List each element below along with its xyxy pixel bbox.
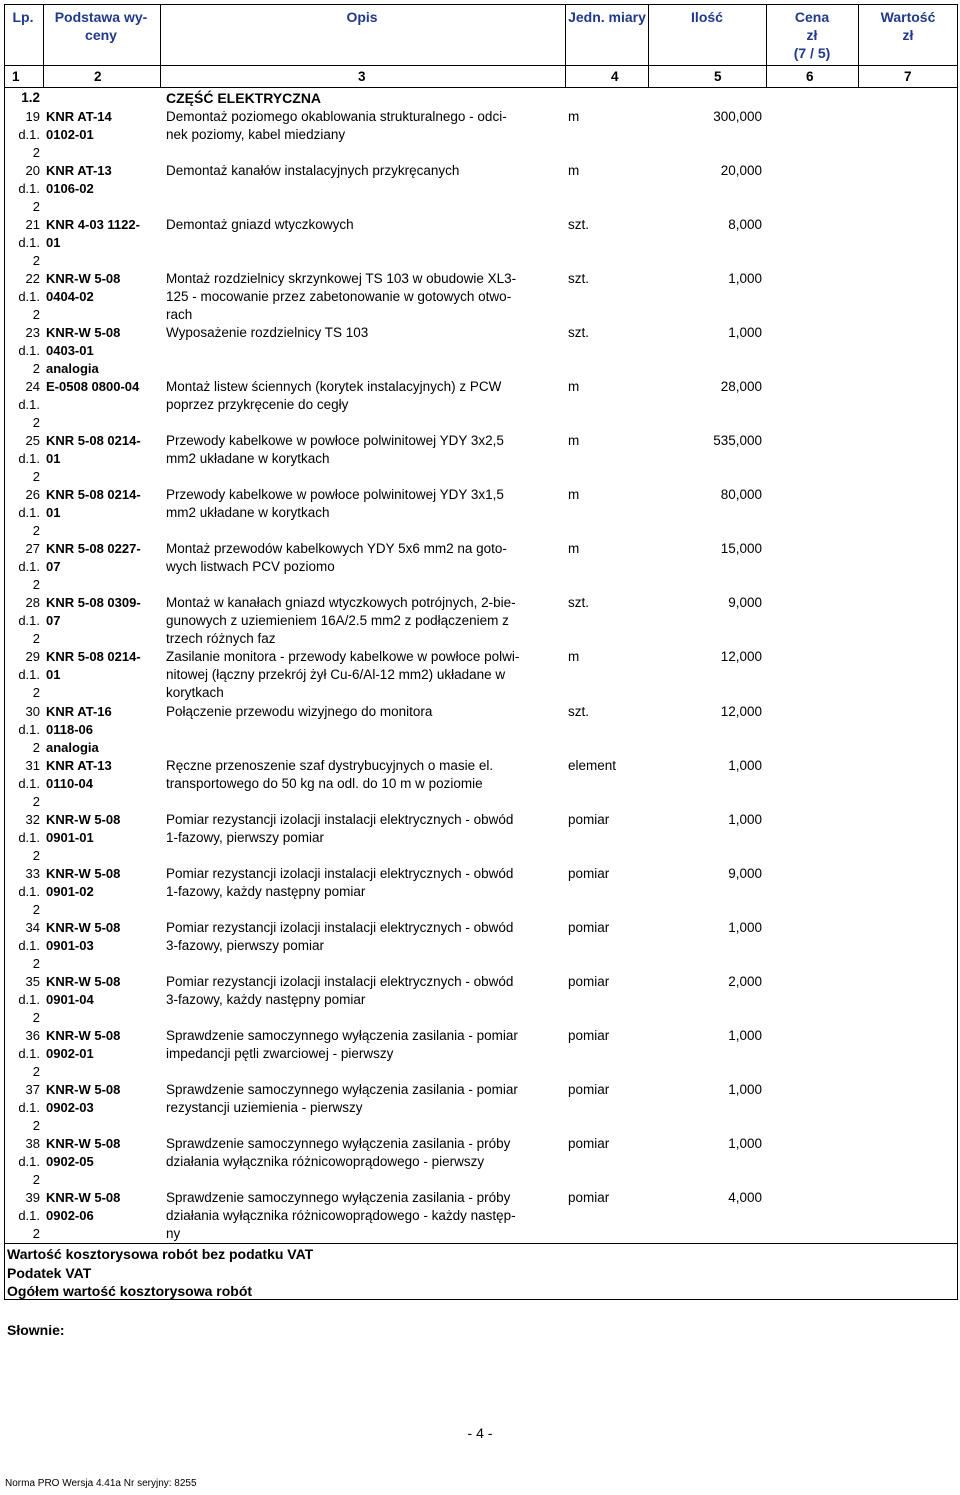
row-opis-line: Zasilanie monitora - przewody kabelkowe w powłoce polwi- (166, 649, 520, 664)
row-ilosc: 15,000 (720, 541, 762, 556)
row-lp-line: d.1. (18, 451, 40, 466)
row-lp-line: 38 (25, 1136, 40, 1151)
row-ilosc: 1,000 (728, 1136, 762, 1151)
row-lp-line: 27 (25, 541, 40, 556)
row-opis-line: Przewody kabelkowe w powłoce polwinitowej YDY 3x1,5 (166, 487, 504, 502)
row-opis-line: gunowych z uziemieniem 16A/2.5 mm2 z podłączeniem z (166, 613, 509, 628)
row-lp-line: d.1. (18, 884, 40, 899)
row-ilosc: 9,000 (728, 866, 762, 881)
header-podstawa-line2: ceny (85, 27, 117, 43)
row-ilosc: 1,000 (728, 1028, 762, 1043)
header-podstawa-line1: Podstawa wy- (54, 9, 148, 25)
row-ilosc: 12,000 (720, 704, 762, 719)
row-lp-line: 22 (25, 271, 40, 286)
row-ilosc: 28,000 (720, 379, 762, 394)
grid-col-ilosc (766, 4, 767, 88)
row-ilosc: 20,000 (720, 163, 762, 178)
row-opis-line: korytkach (166, 685, 224, 700)
row-opis-line: działania wyłącznika różnicowoprądowego - pierwszy (166, 1154, 485, 1169)
row-kod-line: 01 (46, 667, 61, 682)
row-lp-line: 2 (32, 794, 40, 809)
row-jm: m (568, 109, 580, 124)
row-kod-line: 0102-01 (46, 127, 94, 142)
row-kod-line: KNR 4-03 1122- (46, 217, 140, 232)
row-opis-line: nek poziomy, kabel miedziany (166, 127, 346, 142)
header-ilosc: Ilość (691, 9, 723, 25)
row-lp-line: 2 (32, 1010, 40, 1025)
grid-col-cena (858, 4, 859, 88)
grid-line-body-bottom (4, 1243, 958, 1244)
header-wartosc-line1: Wartość (880, 9, 936, 25)
row-jm: m (568, 163, 580, 178)
row-opis-line: 1-fazowy, każdy następny pomiar (166, 884, 366, 899)
row-lp-line: 32 (25, 812, 40, 827)
row-kod-line: KNR AT-13 (46, 163, 112, 178)
row-opis-line: Ręczne przenoszenie szaf dystrybucyjnych o masie el. (166, 758, 494, 773)
row-lp-line: d.1. (18, 1046, 40, 1061)
row-opis-line: impedancji pętli zwarciowej - pierwszy (166, 1046, 394, 1061)
row-jm: pomiar (568, 1082, 610, 1097)
row-lp-line: 2 (32, 956, 40, 971)
row-jm: szt. (568, 595, 590, 610)
row-lp-line: d.1. (18, 992, 40, 1007)
row-lp-line: 30 (25, 704, 40, 719)
row-kod-line: analogia (46, 361, 99, 376)
row-lp-line: 37 (25, 1082, 40, 1097)
row-opis-line: Sprawdzenie samoczynnego wyłączenia zasilania - próby (166, 1136, 511, 1151)
row-opis-line: Pomiar rezystancji izolacji instalacji elektrycznych - obwód (166, 920, 514, 935)
row-lp-line: 2 (32, 199, 40, 214)
row-lp-line: 21 (25, 217, 40, 232)
row-opis-line: Demontaż poziomego okablowania strukturalnego - odci- (166, 109, 507, 124)
row-opis-line: Montaż rozdzielnicy skrzynkowej TS 103 w obudowie XL3- (166, 271, 517, 286)
row-opis-line: Pomiar rezystancji izolacji instalacji elektrycznych - obwód (166, 974, 514, 989)
row-ilosc: 300,000 (713, 109, 762, 124)
row-lp-line: 23 (25, 325, 40, 340)
row-kod-line: 0404-02 (46, 289, 94, 304)
row-kod-line: 0902-01 (46, 1046, 94, 1061)
row-kod-line: KNR-W 5-08 (46, 271, 121, 286)
row-opis-line: Przewody kabelkowe w powłoce polwinitowej YDY 3x2,5 (166, 433, 504, 448)
row-kod-line: 0902-05 (46, 1154, 94, 1169)
row-jm: pomiar (568, 920, 610, 935)
row-jm: szt. (568, 271, 590, 286)
row-lp-line: 35 (25, 974, 40, 989)
row-opis-line: mm2 układane w korytkach (166, 451, 330, 466)
row-kod-line: 0901-04 (46, 992, 94, 1007)
row-lp-line: 2 (32, 307, 40, 322)
grid-line-left (4, 4, 5, 1300)
row-ilosc: 8,000 (728, 217, 762, 232)
row-jm: pomiar (568, 812, 610, 827)
row-kod-line: 07 (46, 559, 61, 574)
row-kod-line: KNR 5-08 0227- (46, 541, 141, 556)
row-lp-line: d.1. (18, 559, 40, 574)
row-kod-line: KNR-W 5-08 (46, 1190, 121, 1205)
row-kod-line: 0106-02 (46, 181, 94, 196)
summary-net: Wartość kosztorysowa robót bez podatku VAT (7, 1246, 314, 1262)
grid-line-header-bottom (4, 65, 958, 66)
row-lp-line: d.1. (18, 127, 40, 142)
row-lp-line: 2 (32, 631, 40, 646)
grid-col-lp (43, 4, 44, 88)
row-lp-line: d.1. (18, 1154, 40, 1169)
grid-col-jm (648, 4, 649, 88)
row-lp-line: d.1. (18, 505, 40, 520)
row-jm: pomiar (568, 1028, 610, 1043)
row-opis-line: Montaż przewodów kabelkowych YDY 5x6 mm2 na goto- (166, 541, 507, 556)
row-opis-line: wych listwach PCV poziomo (166, 559, 335, 574)
row-lp-line: d.1. (18, 613, 40, 628)
row-opis-line: nitowej (łączny przekrój żył Cu-6/Al-12 mm2) układane w (166, 667, 506, 682)
row-lp-line: 29 (25, 649, 40, 664)
header-opis: Opis (346, 9, 378, 25)
row-lp-line: d.1. (18, 1100, 40, 1115)
row-jm: element (568, 758, 617, 773)
row-lp-line: 2 (32, 361, 40, 376)
row-ilosc: 1,000 (728, 271, 762, 286)
row-jm: pomiar (568, 866, 610, 881)
col-number-5: 5 (714, 69, 722, 84)
col-number-6: 6 (806, 69, 814, 84)
row-lp-line: 39 (25, 1190, 40, 1205)
row-kod-line: KNR-W 5-08 (46, 866, 121, 881)
row-lp-line: d.1. (18, 343, 40, 358)
row-kod-line: 0902-06 (46, 1208, 94, 1223)
row-jm: m (568, 379, 580, 394)
row-opis-line: Demontaż gniazd wtyczkowych (166, 217, 354, 232)
row-opis-line: Demontaż kanałów instalacyjnych przykręcanych (166, 163, 460, 178)
slownie-label: Słownie: (7, 1322, 65, 1338)
row-opis-line: 3-fazowy, pierwszy pomiar (166, 938, 325, 953)
row-kod-line: 0901-02 (46, 884, 94, 899)
page-number: - 4 - (467, 1425, 493, 1441)
row-lp-line: 2 (32, 1172, 40, 1187)
footer-software: Norma PRO Wersja 4.41a Nr seryjny: 8255 (5, 1478, 197, 1489)
grid-line-top (4, 4, 958, 5)
row-ilosc: 1,000 (728, 812, 762, 827)
row-kod-line: KNR-W 5-08 (46, 1082, 121, 1097)
grid-line-bottom (4, 1299, 958, 1300)
row-kod-line: 07 (46, 613, 61, 628)
row-ilosc: 4,000 (728, 1190, 762, 1205)
row-kod-line: KNR-W 5-08 (46, 1028, 121, 1043)
row-opis-line: rezystancji uziemienia - pierwszy (166, 1100, 363, 1115)
row-lp-line: 20 (25, 163, 40, 178)
row-lp-line: d.1. (18, 235, 40, 250)
section-lp: 1.2 (21, 90, 40, 105)
header-cena-line3: (7 / 5) (793, 45, 831, 61)
row-opis-line: 1-fazowy, pierwszy pomiar (166, 830, 325, 845)
row-lp-line: 19 (25, 109, 40, 124)
row-lp-line: 26 (25, 487, 40, 502)
row-kod-line: 01 (46, 505, 61, 520)
row-lp-line: 2 (32, 469, 40, 484)
row-lp-line: 34 (25, 920, 40, 935)
row-kod-line: KNR AT-14 (46, 109, 112, 124)
row-jm: pomiar (568, 974, 610, 989)
row-lp-line: 2 (32, 902, 40, 917)
row-opis-line: 125 - mocowanie przez zabetonowanie w gotowych otwo- (166, 289, 512, 304)
row-kod-line: KNR 5-08 0214- (46, 649, 141, 664)
row-kod-line: KNR AT-13 (46, 758, 112, 773)
row-jm: szt. (568, 217, 590, 232)
row-jm: m (568, 649, 580, 664)
row-opis-line: Sprawdzenie samoczynnego wyłączenia zasilania - próby (166, 1190, 511, 1205)
header-lp: Lp. (12, 9, 34, 25)
row-ilosc: 9,000 (728, 595, 762, 610)
row-kod-line: 0110-04 (46, 776, 93, 791)
row-jm: m (568, 541, 580, 556)
col-number-1: 1 (12, 69, 20, 84)
row-opis-line: Pomiar rezystancji izolacji instalacji elektrycznych - obwód (166, 812, 514, 827)
col-number-7: 7 (904, 69, 912, 84)
row-lp-line: 2 (32, 1118, 40, 1133)
row-lp-line: 2 (32, 253, 40, 268)
row-opis-line: mm2 układane w korytkach (166, 505, 330, 520)
header-wartosc-line2: zł (902, 27, 914, 43)
row-kod-line: KNR AT-16 (46, 704, 112, 719)
row-lp-line: 2 (32, 685, 40, 700)
row-kod-line: KNR 5-08 0214- (46, 487, 141, 502)
row-lp-line: 31 (25, 758, 40, 773)
row-lp-line: 2 (32, 145, 40, 160)
row-lp-line: 24 (25, 379, 40, 394)
header-cena-line2: zł (806, 27, 818, 43)
row-opis-line: ny (166, 1226, 181, 1241)
row-lp-line: 2 (32, 740, 40, 755)
row-ilosc: 1,000 (728, 325, 762, 340)
row-opis-line: Wyposażenie rozdzielnicy TS 103 (166, 325, 369, 340)
row-kod-line: 0118-06 (46, 722, 93, 737)
row-ilosc: 1,000 (728, 758, 762, 773)
row-kod-line: 01 (46, 451, 61, 466)
header-cena-line1: Cena (794, 9, 830, 25)
row-lp-line: d.1. (18, 289, 40, 304)
row-kod-line: analogia (46, 740, 99, 755)
row-opis-line: Sprawdzenie samoczynnego wyłączenia zasilania - pomiar (166, 1082, 518, 1097)
row-lp-line: 36 (25, 1028, 40, 1043)
row-lp-line: 2 (32, 577, 40, 592)
row-lp-line: d.1. (18, 1208, 40, 1223)
grid-line-right (957, 4, 958, 1300)
row-lp-line: d.1. (18, 667, 40, 682)
section-title: CZĘŚĆ ELEKTRYCZNA (166, 90, 322, 106)
grid-line-numbers-bottom (4, 87, 958, 88)
row-kod-line: KNR-W 5-08 (46, 325, 121, 340)
row-kod-line: KNR-W 5-08 (46, 920, 121, 935)
col-number-4: 4 (611, 69, 619, 84)
row-opis-line: transportowego do 50 kg na odl. do 10 m w poziomie (166, 776, 483, 791)
row-jm: szt. (568, 704, 590, 719)
row-kod-line: KNR 5-08 0309- (46, 595, 141, 610)
row-lp-line: d.1. (18, 776, 40, 791)
row-jm: szt. (568, 325, 590, 340)
row-kod-line: KNR 5-08 0214- (46, 433, 141, 448)
row-lp-line: 33 (25, 866, 40, 881)
row-ilosc: 1,000 (728, 1082, 762, 1097)
row-opis-line: Połączenie przewodu wizyjnego do monitora (166, 704, 433, 719)
row-ilosc: 1,000 (728, 920, 762, 935)
row-ilosc: 80,000 (720, 487, 762, 502)
row-opis-line: Pomiar rezystancji izolacji instalacji elektrycznych - obwód (166, 866, 514, 881)
col-number-2: 2 (94, 69, 102, 84)
row-kod-line: 0902-03 (46, 1100, 94, 1115)
row-lp-line: 2 (32, 848, 40, 863)
row-jm: m (568, 487, 580, 502)
row-ilosc: 2,000 (728, 974, 762, 989)
row-opis-line: Montaż listew ściennych (korytek instalacyjnych) z PCW (166, 379, 502, 394)
row-lp-line: d.1. (18, 181, 40, 196)
row-kod-line: KNR-W 5-08 (46, 974, 121, 989)
row-kod-line: E-0508 0800-04 (46, 379, 140, 394)
row-opis-line: poprzez przykręcenie do cegły (166, 397, 349, 412)
row-lp-line: 28 (25, 595, 40, 610)
row-opis-line: 3-fazowy, każdy następny pomiar (166, 992, 366, 1007)
grid-col-podstawa (160, 4, 161, 88)
row-kod-line: 0901-03 (46, 938, 94, 953)
row-lp-line: d.1. (18, 938, 40, 953)
row-lp-line: d.1. (18, 397, 40, 412)
row-jm: pomiar (568, 1136, 610, 1151)
row-kod-line: KNR-W 5-08 (46, 1136, 121, 1151)
row-opis-line: trzech różnych faz (166, 631, 276, 646)
row-jm: pomiar (568, 1190, 610, 1205)
row-opis-line: Montaż w kanałach gniazd wtyczkowych potrójnych, 2-bie- (166, 595, 516, 610)
row-lp-line: d.1. (18, 722, 40, 737)
row-lp-line: 2 (32, 415, 40, 430)
row-ilosc: 12,000 (720, 649, 762, 664)
row-opis-line: rach (166, 307, 193, 322)
row-kod-line: KNR-W 5-08 (46, 812, 121, 827)
row-jm: m (568, 433, 580, 448)
row-lp-line: d.1. (18, 830, 40, 845)
header-jm: Jedn. miary (568, 9, 646, 25)
row-lp-line: 2 (32, 1064, 40, 1079)
grid-col-opis (565, 4, 566, 88)
row-kod-line: 0403-01 (46, 343, 94, 358)
row-opis-line: działania wyłącznika różnicowoprądowego - każdy następ- (166, 1208, 516, 1223)
row-lp-line: 2 (32, 1226, 40, 1241)
summary-total: Ogółem wartość kosztorysowa robót (7, 1283, 253, 1299)
row-ilosc: 535,000 (713, 433, 762, 448)
row-lp-line: 25 (25, 433, 40, 448)
row-kod-line: 01 (46, 235, 61, 250)
summary-vat: Podatek VAT (7, 1265, 92, 1281)
row-opis-line: Sprawdzenie samoczynnego wyłączenia zasilania - pomiar (166, 1028, 518, 1043)
row-lp-line: 2 (32, 523, 40, 538)
row-kod-line: 0901-01 (46, 830, 94, 845)
col-number-3: 3 (358, 69, 366, 84)
